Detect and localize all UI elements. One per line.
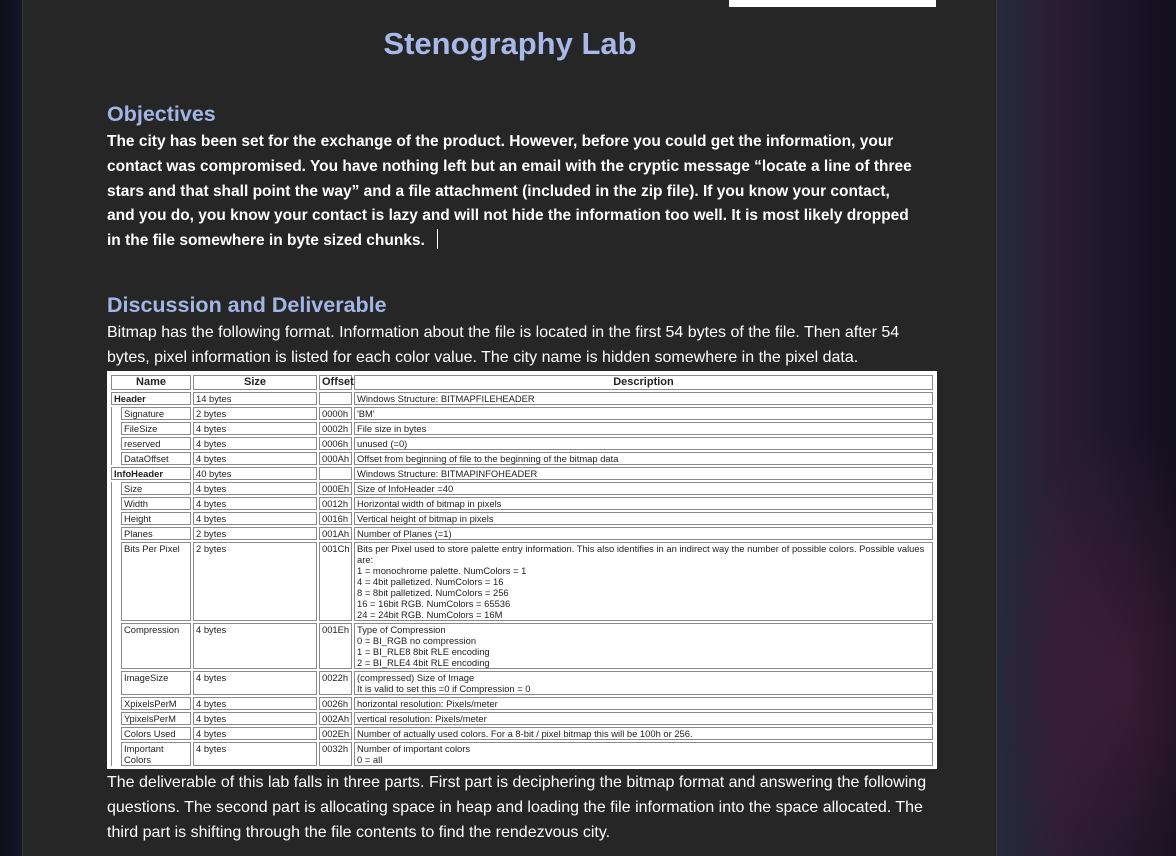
cell-offset (319, 467, 352, 480)
deliverable-text: The deliverable of this lab falls in three parts. First part is deciphering the bitmap format and answering the following questions. The second part is allocating space in heap and loading the file information into the space allocated. The third part is shifting through the file contents to find the rendezvous city. (107, 774, 927, 841)
top-image-box (729, 0, 936, 7)
cell-name: ImageSize (121, 671, 191, 695)
cell-offset: 0000h (319, 407, 352, 420)
cell-name: Header (111, 392, 191, 405)
cell-size: 4 bytes (193, 482, 317, 495)
cell-name: Planes (121, 527, 191, 540)
cell-offset: 001Ch (319, 542, 352, 621)
cell-offset: 0006h (319, 437, 352, 450)
cell-size: 4 bytes (193, 422, 317, 435)
table-row (111, 512, 933, 525)
cell-offset: 0026h (319, 697, 352, 710)
cell-offset: 0022h (319, 671, 352, 695)
cell-name: Width (121, 497, 191, 510)
cell-name: XpixelsPerM (121, 697, 191, 710)
col-header-description: Description (354, 375, 933, 390)
cell-name: Compression (121, 623, 191, 669)
bitmap-format-table (107, 371, 937, 769)
cell-desc: vertical resolution: Pixels/meter (354, 712, 933, 725)
cell-desc: Offset from beginning of file to the beginning of the bitmap data (354, 452, 933, 465)
cell-offset: 0002h (319, 422, 352, 435)
table-row (111, 497, 933, 510)
cell-offset: 000Ah (319, 452, 352, 465)
table-row (111, 671, 933, 695)
discussion-heading: Discussion and Deliverable (107, 293, 387, 317)
objectives-text-content: The city has been set for the exchange of the product. However, before you could get the information, your contact was compromised. You have nothing left but an email with the cryptic message “locate a line of three stars and that shall point the way” and a file attachment (included in the zip file). If you know your contact, and you do, you know your contact is lazy and will not hide the information too well. It is most likely dropped in the file somewhere in byte sized chunks. (107, 133, 912, 250)
cell-offset: 000Eh (319, 482, 352, 495)
cell-size: 40 bytes (193, 467, 317, 480)
objectives-heading: Objectives (107, 102, 216, 126)
cell-desc: Number of important colors 0 = all (354, 742, 933, 766)
cell-size: 4 bytes (193, 742, 317, 766)
cell-name: YpixelsPerM (121, 712, 191, 725)
cell-desc: Bits per Pixel used to store palette entry information. This also identifies in an indirect way the number of possible colors. Possible values are: 1 = monochrome palette. NumColors = 1 4 = 4bit palletized. NumColors = 16 8 = 8bit palletized. NumColors = 256 16 = 16bit RGB. NumColors = 65536 24 = 24bit RGB. NumColors = 16M (354, 542, 933, 621)
cell-size: 14 bytes (193, 392, 317, 405)
col-header-name: Name (111, 375, 191, 390)
table-row (111, 697, 933, 710)
cell-desc: (compressed) Size of Image It is valid to set this =0 if Compression = 0 (354, 671, 933, 695)
cell-desc: Type of Compression 0 = BI_RGB no compression 1 = BI_RLE8 8bit RLE encoding 2 = BI_RLE4 4bit RLE encoding (354, 623, 933, 669)
cell-desc: Number of Planes (=1) (354, 527, 933, 540)
cell-offset: 0016h (319, 512, 352, 525)
cell-offset (319, 392, 352, 405)
cell-offset: 001Ah (319, 527, 352, 540)
cell-size: 4 bytes (193, 697, 317, 710)
col-header-offset: Offset (319, 375, 352, 390)
cell-offset: 001Eh (319, 623, 352, 669)
cell-name: Height (121, 512, 191, 525)
table-row (111, 467, 933, 480)
cell-name: Size (121, 482, 191, 495)
table-row (111, 452, 933, 465)
cell-offset: 002Eh (319, 727, 352, 740)
table-row (111, 712, 933, 725)
col-header-size: Size (193, 375, 317, 390)
cell-size: 4 bytes (193, 497, 317, 510)
table-row (111, 482, 933, 495)
cell-size: 4 bytes (193, 671, 317, 695)
cell-desc: unused (=0) (354, 437, 933, 450)
page-title: Stenography Lab (383, 26, 637, 61)
cell-desc: horizontal resolution: Pixels/meter (354, 697, 933, 710)
cell-desc: 'BM' (354, 407, 933, 420)
background-glow (1000, 420, 1176, 856)
cell-size: 4 bytes (193, 712, 317, 725)
cell-name: InfoHeader (111, 467, 191, 480)
table-row (111, 623, 933, 669)
text-cursor (437, 229, 438, 249)
discussion-intro-text: Bitmap has the following format. Information about the file is located in the first 54 bytes of the file. Then after 54 bytes, pixel information is listed for each color value. The city name is hidden somewhere in the pixel data. (107, 324, 900, 366)
table-row (111, 727, 933, 740)
bitmap-table (109, 373, 935, 768)
cell-name: Bits Per Pixel (121, 542, 191, 621)
cell-size: 2 bytes (193, 527, 317, 540)
cell-size: 4 bytes (193, 512, 317, 525)
table-row (111, 527, 933, 540)
indent-cell (111, 482, 119, 766)
cell-desc: Windows Structure: BITMAPINFOHEADER (354, 467, 933, 480)
cell-name: FileSize (121, 422, 191, 435)
objectives-text[interactable] (107, 130, 917, 254)
table-row (111, 542, 933, 621)
cell-desc: Size of InfoHeader =40 (354, 482, 933, 495)
cell-desc: Vertical height of bitmap in pixels (354, 512, 933, 525)
cell-size: 4 bytes (193, 452, 317, 465)
cell-size: 2 bytes (193, 542, 317, 621)
cell-offset: 002Ah (319, 712, 352, 725)
cell-name: Important Colors (121, 742, 191, 766)
cell-size: 4 bytes (193, 623, 317, 669)
table-header-row (111, 375, 933, 390)
cell-desc: Number of actually used colors. For a 8-bit / pixel bitmap this will be 100h or 256. (354, 727, 933, 740)
cell-name: reserved (121, 437, 191, 450)
cell-offset: 0012h (319, 497, 352, 510)
cell-desc: Windows Structure: BITMAPFILEHEADER (354, 392, 933, 405)
cell-desc: File size in bytes (354, 422, 933, 435)
table-row (111, 742, 933, 766)
table-row (111, 422, 933, 435)
cell-name: Colors Used (121, 727, 191, 740)
table-row (111, 437, 933, 450)
cell-size: 4 bytes (193, 437, 317, 450)
cell-size: 4 bytes (193, 727, 317, 740)
cell-size: 2 bytes (193, 407, 317, 420)
cell-offset: 0032h (319, 742, 352, 766)
table-row (111, 407, 933, 420)
table-row (111, 392, 933, 405)
cell-name: DataOffset (121, 452, 191, 465)
indent-cell (111, 407, 119, 465)
cell-name: Signature (121, 407, 191, 420)
cell-desc: Horizontal width of bitmap in pixels (354, 497, 933, 510)
